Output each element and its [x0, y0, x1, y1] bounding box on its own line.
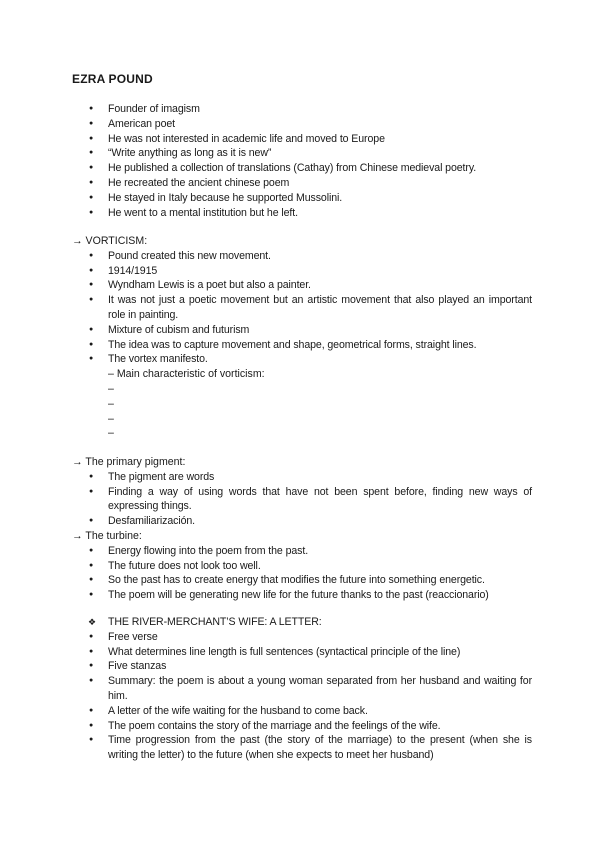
list-item: ● So the past has to create energy that modifies the future into something energetic.	[72, 573, 532, 588]
vorticism-list	[72, 249, 532, 367]
list-item: ● American poet	[72, 117, 532, 132]
dash-item: –	[108, 382, 114, 395]
turbine-list	[72, 544, 532, 603]
list-item: ● The poem will be generating new life for the future thanks to the past (reaccionario)	[72, 588, 532, 603]
list-item: ● He published a collection of translations (Cathay) from Chinese medieval poetry.	[72, 161, 532, 176]
list-item: ● Summary: the poem is about a young woman separated from her husband and waiting for him.	[72, 674, 532, 704]
list-item: ● Mixture of cubism and futurism	[72, 323, 532, 338]
list-item: ● He was not interested in academic life and moved to Europe	[72, 132, 532, 147]
list-item: ● He went to a mental institution but he left.	[72, 206, 532, 221]
list-item: ● What determines line length is full sentences (syntactical principle of the line)	[72, 645, 532, 660]
list-item: ● He stayed in Italy because he supported Mussolini.	[72, 191, 532, 206]
intro-list	[72, 102, 532, 220]
vorticism-subheading: – Main characteristic of vorticism:	[108, 368, 265, 381]
list-item: ● “Write anything as long as it is new”	[72, 146, 532, 161]
river-heading: THE RIVER-MERCHANT’S WIFE: A LETTER:	[108, 616, 322, 628]
list-item: ● It was not just a poetic movement but an artistic movement that also played an important role in painting.	[72, 293, 532, 323]
river-list	[72, 630, 532, 763]
list-item: ● Time progression from the past (the story of the marriage) to the present (when she is writing the letter) to the future (when she expects to meet her husband)	[72, 733, 532, 763]
river-heading-item	[72, 615, 532, 630]
list-item: ● The vortex manifesto.	[72, 352, 532, 367]
page-title: EZRA POUND	[72, 72, 153, 86]
list-item: ● Finding a way of using words that have not been spent before, finding new ways of expressing things.	[72, 485, 532, 515]
list-item: ● Desfamiliarización.	[72, 514, 532, 529]
pigment-section	[72, 455, 532, 529]
vorticism-heading: → VORTICISM:	[72, 235, 148, 247]
list-item: ● 1914/1915	[72, 264, 532, 279]
dash-item: –	[108, 397, 114, 410]
river-merchant-section	[72, 615, 532, 763]
list-item: ● The poem contains the story of the marriage and the feelings of the wife.	[72, 719, 532, 734]
list-item: ● The pigment are words	[72, 470, 532, 485]
list-item: ● The idea was to capture movement and shape, geometrical forms, straight lines.	[72, 338, 532, 353]
list-item: ● Five stanzas	[72, 659, 532, 674]
diamond-icon: ❖	[88, 617, 96, 627]
pigment-heading: → The primary pigment:	[72, 456, 186, 468]
dash-item: –	[108, 412, 114, 425]
dash-item: –	[108, 427, 114, 440]
intro-section	[72, 102, 532, 220]
list-item: ● Wyndham Lewis is a poet but also a painter.	[72, 278, 532, 293]
turbine-section	[72, 529, 532, 603]
list-item: ● Founder of imagism	[72, 102, 532, 117]
list-item: ● Pound created this new movement.	[72, 249, 532, 264]
list-item: ● A letter of the wife waiting for the husband to come back.	[72, 704, 532, 719]
list-item: ● Energy flowing into the poem from the past.	[72, 544, 532, 559]
pigment-list	[72, 470, 532, 529]
turbine-heading: → The turbine:	[72, 530, 142, 542]
list-item: ● The future does not look too well.	[72, 559, 532, 574]
vorticism-section	[72, 234, 532, 441]
list-item: ● Free verse	[72, 630, 532, 645]
list-item: ● He recreated the ancient chinese poem	[72, 176, 532, 191]
